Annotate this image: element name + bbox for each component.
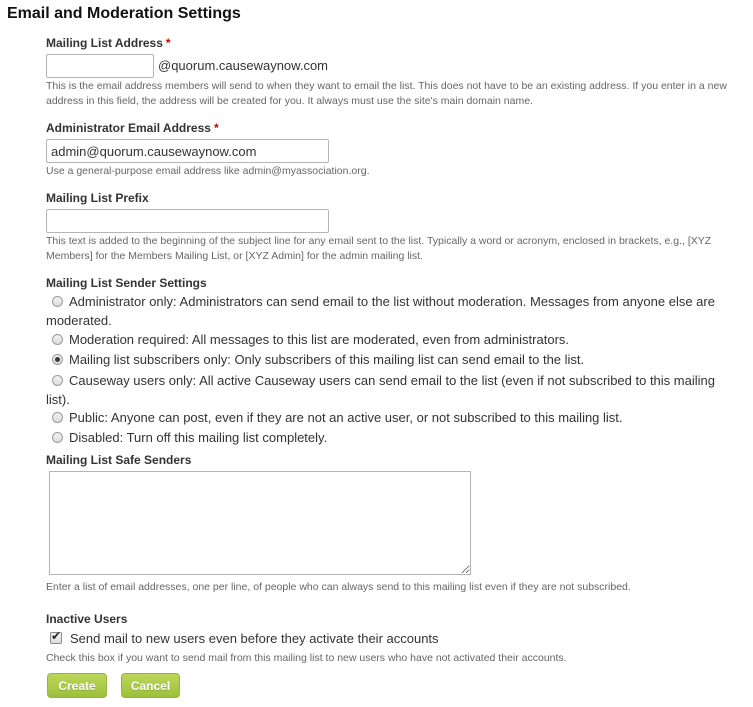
safe-senders-help: Enter a list of email addresses, one per line, of people who can always send to this mailing list even if they are not subscribed. bbox=[46, 581, 631, 593]
page-title: Email and Moderation Settings bbox=[7, 5, 241, 22]
radio-moderation[interactable] bbox=[52, 334, 63, 345]
mailing-list-address-help: This is the email address members will send to when they want to email the list. This does not have to be an existing address. If you enter in a new address in this field, the address will be created for you. It always must use the site's main domain name. bbox=[46, 80, 727, 107]
required-marker: * bbox=[213, 121, 219, 135]
sender-option-moderation-text: Moderation required: All messages to this list are moderated, even from administrators. bbox=[69, 332, 570, 347]
admin-email-help: Use a general-purpose email address like admin@myassociation.org. bbox=[46, 165, 370, 177]
sender-option-public-text: Public: Anyone can post, even if they are not an active user, or not subscribed to this mailing list. bbox=[69, 410, 623, 425]
sender-option-subscribers[interactable] bbox=[46, 350, 736, 369]
inactive-users-option[interactable] bbox=[46, 629, 736, 648]
sender-option-subscribers-text: Mailing list subscribers only: Only subscribers of this mailing list can send email to the list. bbox=[69, 352, 585, 367]
prefix-input[interactable] bbox=[46, 209, 329, 233]
mailing-list-address-input[interactable] bbox=[46, 54, 154, 78]
radio-causeway[interactable] bbox=[52, 375, 63, 386]
checkmark-icon: ✔ bbox=[51, 629, 62, 643]
safe-senders-label: Mailing List Safe Senders bbox=[46, 453, 192, 467]
radio-public[interactable] bbox=[52, 412, 63, 423]
prefix-help: This text is added to the beginning of the subject line for any email sent to the list. Typically a word or acronym, enclosed in brackets, e.g., [XYZ Members] for the Members Mailing List, or [XYZ Admin] for the admin mailing list. bbox=[46, 235, 712, 262]
radio-admin[interactable] bbox=[52, 296, 63, 307]
inactive-users-label: Inactive Users bbox=[46, 612, 128, 626]
create-button[interactable]: Create bbox=[47, 673, 107, 698]
inactive-users-help: Check this box if you want to send mail from this mailing list to new users who have not activated their accounts. bbox=[46, 652, 567, 664]
admin-email-label bbox=[46, 121, 219, 135]
sender-option-causeway-text: Causeway users only: All active Causeway users can send email to the list (even if not subscribed to this mailing list). bbox=[46, 373, 715, 407]
radio-disabled[interactable] bbox=[52, 432, 63, 443]
mailing-list-address-label-text: Mailing List Address bbox=[46, 36, 163, 50]
admin-email-input[interactable] bbox=[46, 139, 329, 163]
required-marker: * bbox=[165, 36, 171, 50]
sender-option-disabled-text: Disabled: Turn off this mailing list completely. bbox=[69, 430, 328, 445]
cancel-button[interactable]: Cancel bbox=[121, 673, 180, 698]
prefix-label: Mailing List Prefix bbox=[46, 191, 149, 205]
sender-option-disabled[interactable] bbox=[46, 428, 736, 447]
sender-option-public[interactable] bbox=[46, 408, 736, 427]
admin-email-label-text: Administrator Email Address bbox=[46, 121, 211, 135]
sender-option-causeway[interactable] bbox=[46, 371, 736, 409]
sender-option-admin[interactable] bbox=[46, 292, 736, 330]
domain-suffix: @quorum.causewaynow.com bbox=[158, 58, 328, 73]
sender-option-moderation[interactable] bbox=[46, 330, 736, 349]
radio-subscribers[interactable] bbox=[52, 354, 63, 365]
mailing-list-address-label bbox=[46, 36, 171, 50]
safe-senders-textarea[interactable] bbox=[49, 471, 471, 575]
sender-option-admin-text: Administrator only: Administrators can send email to the list without moderation. Messages from anyone else are moderated. bbox=[46, 294, 715, 328]
inactive-users-checkbox-label: Send mail to new users even before they activate their accounts bbox=[70, 631, 439, 646]
send-to-inactive-checkbox[interactable] bbox=[50, 629, 62, 644]
sender-settings-label: Mailing List Sender Settings bbox=[46, 276, 207, 290]
